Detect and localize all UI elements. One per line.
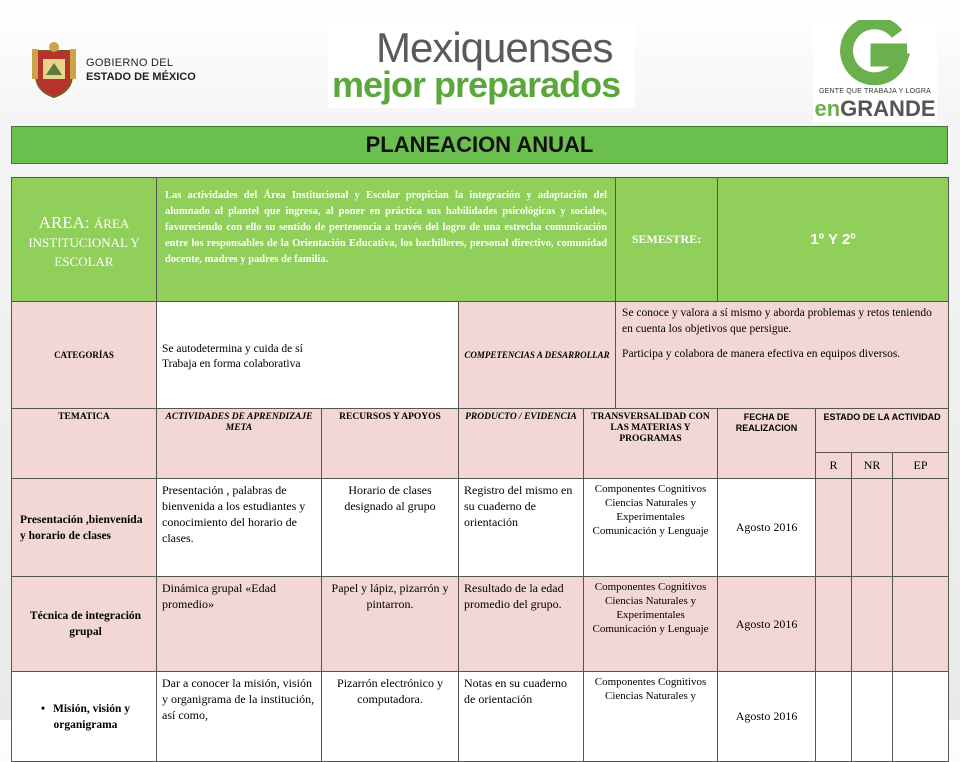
row2-recursos: Papel y lápiz, pizarrón y pintarron. — [322, 577, 459, 672]
row2-nr — [852, 577, 893, 672]
table-row — [12, 479, 949, 577]
planning-table — [11, 177, 949, 762]
row2-actividades: Dinámica grupal «Edad promedio» — [157, 577, 322, 672]
row3-transversalidad: Componentes Cognitivos Ciencias Naturales y — [584, 672, 718, 762]
column-header-row — [12, 409, 949, 453]
page-header — [0, 0, 960, 125]
col-r: R — [816, 453, 852, 479]
table-row — [12, 577, 949, 672]
engrande-grande: GRANDE — [840, 96, 936, 121]
row3-actividades: Dar a conocer la misión, visión y organigrama de la institución, así como, — [157, 672, 322, 762]
gobierno-logo — [30, 40, 220, 100]
row2-ep — [893, 577, 949, 672]
categoria-1: Se autodetermina y cuida de sí — [162, 342, 303, 355]
row2-transversalidad: Componentes Cognitivos Ciencias Naturales y Experimentales Comunicación y Lenguaje — [584, 577, 718, 672]
categorias-row — [12, 302, 949, 409]
area-label: AREA: — [38, 212, 90, 232]
col-estado: ESTADO DE LA ACTIVIDAD — [816, 409, 949, 453]
title-bar — [11, 126, 948, 164]
gov-line1: GOBIERNO DEL — [86, 57, 174, 69]
row1-r — [816, 479, 852, 577]
row3-tematica — [12, 672, 157, 762]
semestre-value: 1º Y 2º — [718, 178, 949, 302]
slogan-line2: mejor preparados — [332, 64, 621, 105]
row1-transversalidad: Componentes Cognitivos Ciencias Naturales y Experimentales Comunicación y Lenguaje — [584, 479, 718, 577]
row3-ep — [893, 672, 949, 762]
semestre-label: SEMESTRE: — [616, 178, 718, 302]
table-row — [12, 672, 949, 762]
categorias-value — [157, 302, 459, 409]
categorias-label: CATEGORÍAS — [12, 302, 157, 409]
row2-producto: Resultado de la edad promedio del grupo. — [459, 577, 584, 672]
competencias-value — [616, 302, 949, 409]
row3-nr — [852, 672, 893, 762]
row1-recursos: Horario de clases designado al grupo — [322, 479, 459, 577]
coat-of-arms-icon — [30, 41, 78, 99]
row1-nr — [852, 479, 893, 577]
engrande-wordmark — [813, 96, 937, 122]
competencias-label: COMPETENCIAS A DESARROLLAR — [459, 302, 616, 409]
col-transversalidad: TRANSVERSALIDAD CON LAS MATERIAS Y PROGRAMAS — [584, 409, 718, 479]
slogan-line1: Mexiquenses — [376, 24, 613, 71]
gov-line2: ESTADO DE MÉXICO — [86, 71, 196, 83]
col-nr: NR — [852, 453, 893, 479]
categoria-2: Trabaja en forma colaborativa — [162, 357, 301, 370]
col-tematica: TEMATICA — [12, 409, 157, 479]
row2-tematica: Técnica de integración grupal — [12, 577, 157, 672]
col-recursos: RECURSOS Y APOYOS — [322, 409, 459, 479]
row1-producto: Registro del mismo en su cuaderno de orientación — [459, 479, 584, 577]
engrande-tagline: GENTE QUE TRABAJA Y LOGRA — [819, 88, 931, 95]
col-ep: EP — [893, 453, 949, 479]
area-row — [12, 178, 949, 302]
competencia-1: Se conoce y valora a sí mismo y aborda problemas y retos teniendo en cuenta los objetivos que persigue. — [622, 307, 932, 335]
engrande-en: en — [814, 96, 841, 121]
competencia-2: Participa y colabora de manera efectiva en equipos diversos. — [622, 348, 901, 360]
row1-fecha: Agosto 2016 — [718, 479, 816, 577]
slogan-banner — [328, 20, 635, 108]
row1-tematica: Presentación ,bienvenida y horario de clases — [12, 479, 157, 577]
row3-recursos: Pizarrón electrónico y computadora. — [322, 672, 459, 762]
g-logo-icon — [837, 20, 913, 86]
row3-tematica-text: • Misión, visión y organigrama — [41, 703, 130, 731]
page-title: PLANEACION ANUAL — [365, 132, 594, 157]
row2-fecha: Agosto 2016 — [718, 577, 816, 672]
row1-actividades: Presentación , palabras de bienvenida a los estudiantes y conocimiento del horario de clases. — [157, 479, 322, 577]
area-title-cell — [12, 178, 157, 302]
col-actividades: ACTIVIDADES DE APRENDIZAJE META — [157, 409, 322, 479]
col-fecha: FECHA DE REALIZACION — [718, 409, 816, 479]
row1-ep — [893, 479, 949, 577]
row2-r — [816, 577, 852, 672]
row3-r — [816, 672, 852, 762]
engrande-logo — [813, 18, 937, 122]
col-producto: PRODUCTO / EVIDENCIA — [459, 409, 584, 479]
row3-producto: Notas en su cuaderno de orientación — [459, 672, 584, 762]
row3-fecha: Agosto 2016 — [718, 672, 816, 762]
area-description: Las actividades del Área Institucional y Escolar propician la integración y adaptación del alumnado al plantel que ingresa, al poner en práctica sus habilidades psicológicas y sociales, favoreciendo con ello su sentido de pertenencia a través del logro de una estrecha comunicación entre los responsables de la Orientación Educativa, los bachilleres, personal directivo, comunidad docente, madres y padres de familia. — [157, 178, 616, 302]
area-name: ÁREA INSTITUCIONAL Y ESCOLAR — [28, 215, 140, 269]
